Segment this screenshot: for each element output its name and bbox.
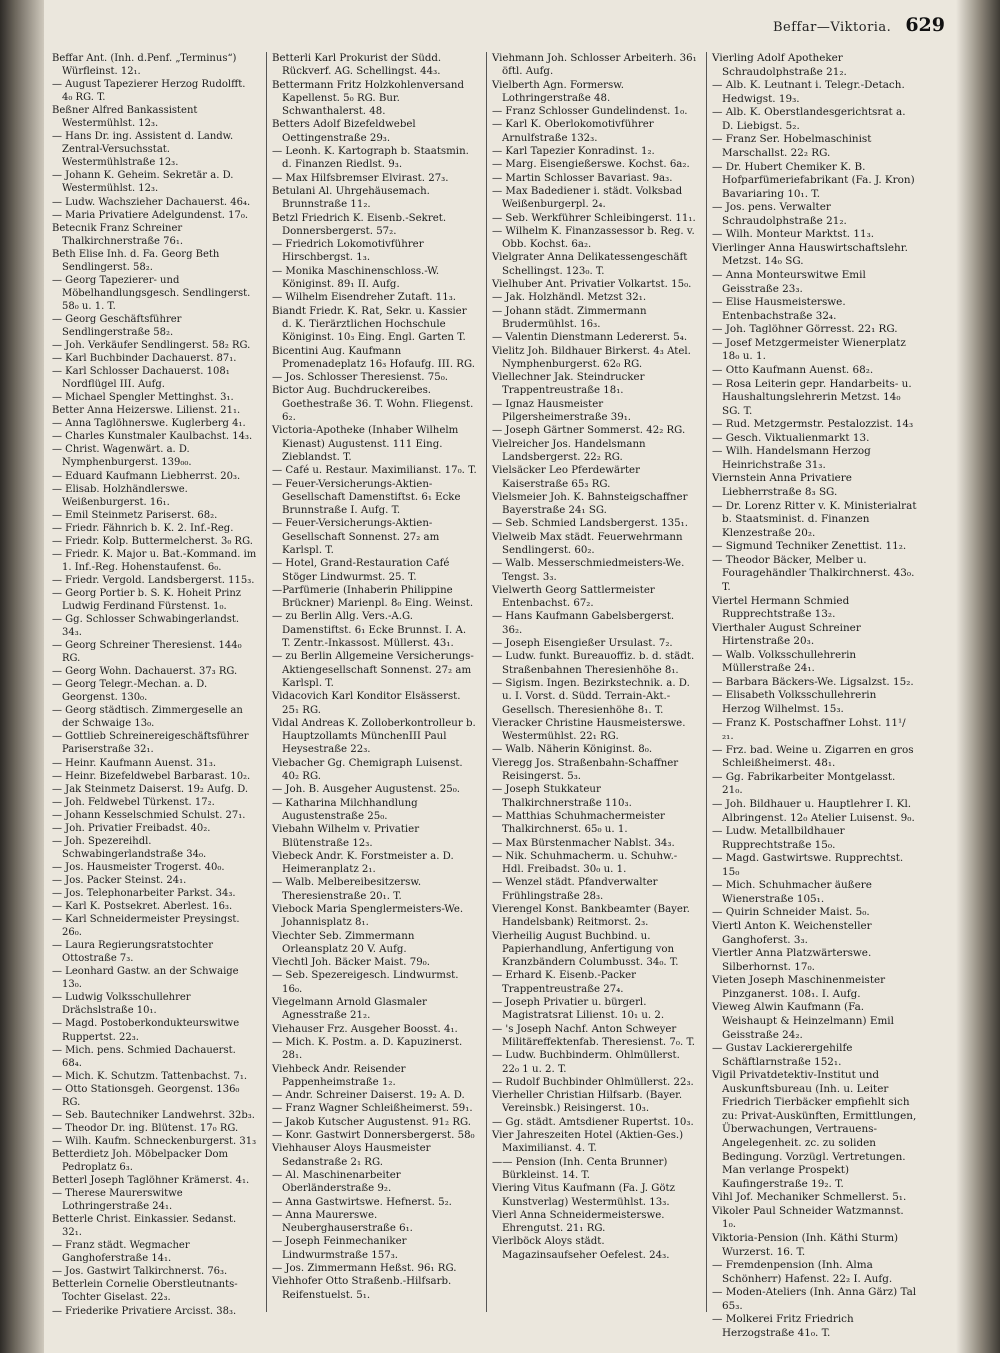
- directory-entry: — Joh. Privatier Freibadst. 40₂.: [52, 822, 211, 834]
- directory-entry: Bettermann Fritz Holzkohlenversand Kapellenst. 5₀ RG. Bur. Schwanthalerst. 48.: [272, 79, 464, 118]
- directory-entry: Vielreicher Jos. Handelsmann Landsbergerst. 22₂ RG.: [492, 438, 646, 463]
- directory-entry: — Al. Maschinenarbeiter Oberländerstraße 9₂.: [272, 1169, 401, 1195]
- directory-entry: Viering Vitus Kaufmann (Fa. J. Götz Kunstverlag) Westermühlst. 13₃.: [492, 1183, 675, 1208]
- directory-entry: — Seb. Schmied Landsbergerst. 135₁.: [492, 518, 688, 530]
- directory-entry: — Monika Maschinenschloss.-W. Königinst. 89₁ II. Aufg.: [272, 265, 440, 291]
- directory-entry: Vieregg Jos. Straßenbahn-Schaffner Reisingerst. 5₃.: [492, 757, 679, 783]
- directory-entry: Viehhofer Otto Straßenb.-Hilfsarb. Reifenstuelst. 5₁.: [272, 1276, 452, 1301]
- directory-entry: — Jak Steinmetz Daiserst. 19₂ Aufg. D.: [52, 783, 249, 795]
- directory-entry: Viebahn Wilhelm v. Privatier Blütenstraße 12₃.: [272, 824, 420, 849]
- directory-entry: — Dr. Lorenz Ritter v. K. Ministerialrat b. Staatsminist. d. Finanzen Klenzestraße 20₂.: [712, 499, 917, 539]
- directory-entry: Vierlinger Anna Hauswirtschaftslehr. Metzst. 14₀ SG.: [712, 241, 908, 268]
- directory-entry: Vihl Jof. Mechaniker Schmellerst. 5₁.: [712, 1191, 907, 1204]
- directory-entry: Better Anna Heizerswe. Lilienst. 21₁.: [52, 405, 241, 417]
- directory-entry: Vielwerth Georg Sattlermeister Entenbachst. 67₂.: [492, 584, 655, 610]
- directory-entry: — Christ. Wagenwärt. a. D. Nymphenburgerst. 139₀₀.: [52, 444, 192, 469]
- directory-entry: — Mich. K. Postm. a. D. Kapuzinerst. 28₁.: [272, 1036, 463, 1062]
- directory-column-1: [52, 52, 257, 1318]
- directory-entry: — Rud. Metzgermstr. Pestalozzist. 14₃: [712, 418, 914, 431]
- directory-entry: — Gg. Fabrikarbeiter Montgelasst. 21₀.: [712, 770, 896, 797]
- directory-entry: — Karl K. Postsekret. Aberlest. 16₃.: [52, 901, 233, 913]
- directory-entry: — Walb. Messerschmiedmeisters-We. Tengst. 3₃.: [492, 558, 685, 583]
- directory-entry: — Michael Spengler Mettinghst. 3₁.: [52, 392, 234, 404]
- directory-entry: — Sigism. Ingen. Bezirkstechnik. a. D. u. I. Vorst. d. Südd. Terrain-Akt.-Gesellsch. Theresienhöhe 8₁. T.: [492, 677, 690, 716]
- directory-entry: — Frz. bad. Weine u. Zigarren en gros Schleißheimerst. 48₁.: [712, 743, 914, 770]
- directory-entry: — Katharina Milchhandlung Augustenstraße 25₀.: [272, 797, 418, 822]
- directory-entry: — 's Joseph Nachf. Anton Schweyer Militäreffektenfab. Theresienst. 7₀. T.: [492, 1023, 695, 1048]
- directory-entry: Viebock Maria Spenglermeisters-We. Johannisplatz 8₁.: [272, 904, 464, 929]
- directory-entry: — Karl K. Oberlokomotivführer Arnulfstraße 132₃.: [492, 119, 654, 144]
- directory-column-4: [712, 52, 917, 1340]
- directory-entry: — Molkerei Fritz Friedrich Herzogstraße 41₀. T.: [712, 1313, 854, 1339]
- directory-entry: — Karl Tapezier Konradinst. 1₂.: [492, 146, 655, 158]
- directory-entry: — Leonh. K. Kartograph b. Staatsmin. d. Finanzen Riedlst. 9₃.: [272, 146, 469, 171]
- directory-entry: — Ludw. funkt. Bureauoffiz. b. d. städt. Straßenbahnen Theresienhöhe 8₁.: [492, 651, 695, 676]
- directory-entry: — Joseph Stukkateur Thalkirchnerstraße 110₃.: [492, 784, 632, 809]
- directory-entry: — Anna Taglöhnerswe. Kuglerberg 4₁.: [52, 418, 246, 430]
- directory-entry: — Friederike Privatiere Arcisst. 38₃.: [52, 1305, 237, 1317]
- directory-entry: — Joseph Privatier u. bürgerl. Magistratsrat Lilienst. 10₁ u. 2.: [492, 997, 665, 1022]
- directory-entry: — Jos. Hausmeister Trogerst. 40₀.: [52, 861, 225, 873]
- column-divider: [266, 52, 267, 1312]
- directory-entry: Vielsmeier Joh. K. Bahnsteigschaffner Bayerstraße 24₁ SG.: [492, 491, 688, 517]
- directory-entry: — Max Badediener i. städt. Volksbad Weißenburgerpl. 2₄.: [492, 185, 683, 211]
- directory-entry: — Feuer-Versicherungs-Aktien-Gesellschaft Sonnenst. 27₂ am Karlspl. T.: [272, 518, 440, 556]
- directory-entry: Viebacher Gg. Chemigraph Luisenst. 40₂ RG.: [272, 757, 463, 783]
- directory-entry: — Wilhelm Eisendreher Zutaft. 11₃.: [272, 292, 457, 304]
- directory-entry: — Eduard Kaufmann Liebherrst. 20₃.: [52, 470, 241, 482]
- directory-entry: — Moden-Ateliers (Inh. Anna Gärz) Tal 65₃.: [712, 1286, 917, 1312]
- directory-entry: — Friedr. Fähnrich b. K. 2. Inf.-Reg.: [52, 522, 234, 534]
- page-edge-right: [956, 0, 1000, 1353]
- directory-entry: — Jakob Kutscher Augustenst. 91₂ RG.: [272, 1116, 472, 1128]
- directory-entry: Vierl Anna Schneidermeisterswe. Ehrengutst. 21₁ RG.: [492, 1209, 665, 1235]
- directory-entry: Vikoler Paul Schneider Watzmannst. 1₀.: [712, 1204, 904, 1231]
- directory-entry: Vielsäcker Leo Pferdewärter Kaiserstraße 65₃ RG.: [492, 465, 640, 490]
- directory-entry: — Erhard K. Eisenb.-Packer Trappentreustraße 27₄.: [492, 970, 637, 995]
- directory-entry: — Joh. Taglöhner Görresst. 22₁ RG.: [712, 323, 898, 336]
- directory-entry: Vielweib Max städt. Feuerwehrmann Sendlingerst. 60₂.: [492, 531, 683, 556]
- directory-entry: — Friedr. Vergold. Landsbergerst. 115₃.: [52, 574, 255, 586]
- directory-entry: — Anna Maurerswe. Neuberghauserstraße 6₁.: [272, 1209, 413, 1235]
- directory-entry: Vierheilig August Buchbind. u. Papierhandlung, Anfertigung von Kranzbändern Columbusst. 34₀. T.: [492, 930, 679, 969]
- directory-entry: — Jos. pens. Verwalter Schraudolphstraße 21₂.: [712, 201, 847, 227]
- directory-entry: — Therese Maurerswitwe Lothringerstraße 24₁.: [52, 1188, 183, 1213]
- directory-entry: Beffar Ant. (Inh. d.Penf. „Terminus“) Würfleinst. 12₁.: [52, 53, 237, 78]
- directory-entry: Vierthaler August Schreiner Hirtenstraße 20₃.: [712, 621, 861, 648]
- directory-entry: — Martin Schlosser Bavariast. 9a₃.: [492, 172, 673, 184]
- directory-entry: Bicentini Aug. Kaufmann Promenadeplatz 16₃ Hofaufg. III. RG.: [272, 345, 475, 370]
- directory-entry: — Walb. Volksschullehrerin Müllerstraße 24₁.: [712, 648, 857, 675]
- directory-entry: Beth Elise Inh. d. Fa. Georg Beth Sendlingerst. 58₂.: [52, 248, 220, 273]
- directory-entry: — Fremdenpension (Inh. Alma Schönherr) Hafenst. 22₂ I. Aufg.: [712, 1259, 893, 1285]
- directory-entry: — Ludwig Volksschullehrer Drächslstraße 10₁.: [52, 992, 191, 1017]
- directory-entry: — Wilh. Kaufm. Schneckenburgerst. 31₃: [52, 1135, 257, 1147]
- directory-column-3: [492, 52, 697, 1262]
- directory-entry: Vierengel Konst. Bankbeamter (Bayer. Handelsbank) Reitmorst. 2₃.: [492, 904, 690, 929]
- directory-entry: Viertler Anna Platzwärterswe. Silberhornst. 17₀.: [712, 947, 872, 973]
- directory-entry: — Max Hilfsbremser Elvirast. 27₃.: [272, 172, 449, 184]
- directory-entry: Vielgrater Anna Delikatessengeschäft Schellingst. 123₀. T.: [492, 252, 688, 277]
- directory-entry: — Joh. Bildhauer u. Hauptlehrer I. Kl. Albringenst. 12₀ Atelier Luisenst. 9₀.: [712, 797, 915, 824]
- directory-entry: — Johann K. Geheim. Sekretär a. D. Westermühlst. 12₃.: [52, 170, 234, 195]
- directory-entry: Bictor Aug. Buchdruckereibes. Goethestraße 36. T. Wohn. Fliegenst. 6₂.: [272, 385, 474, 424]
- directory-entry: Viehauser Frz. Ausgeher Boosst. 4₁.: [272, 1023, 458, 1035]
- directory-entry: — Heinr. Bizefeldwebel Barbarast. 10₂.: [52, 770, 251, 782]
- directory-entry: —— Pension (Inh. Centa Brunner) Bürkleinst. 14. T.: [492, 1156, 668, 1181]
- directory-entry: — Mich. K. Schutzm. Tattenbachst. 7₁.: [52, 1070, 248, 1082]
- directory-entry: — Walb. Näherin Königinst. 8₀.: [492, 744, 653, 756]
- directory-entry: —Parfümerie (Inhaberin Philippine Brückner) Marienpl. 8₀ Eing. Weinst.: [272, 584, 474, 610]
- directory-entry: — Anna Monteurswitwe Emil Geisstraße 23₃.: [712, 269, 866, 295]
- directory-entry: — Wilh. Monteur Marktst. 11₃.: [712, 228, 875, 241]
- directory-entry: — Dr. Hubert Chemiker K. B. Hofparfümeriefabrikant (Fa. J. Kron) Bavariaring 10₁. T.: [712, 160, 915, 200]
- directory-entry: — Alb. K. Oberstlandesgerichtsrat a. D. Liebigst. 5₂.: [712, 106, 906, 132]
- directory-entry: — Marg. Eisengießerswe. Kochst. 6a₂.: [492, 159, 690, 171]
- directory-entry: — zu Berlin Allg. Vers.-A.G. Damenstiftst. 6₁ Ecke Brunnst. I. A. T. Zentr.-Inkassost. Müllerst. 43₁.: [272, 611, 467, 650]
- directory-entry: — Hans Dr. ing. Assistent d. Landw. Zentral-Versuchsstat. Westermühlstraße 12₃.: [52, 131, 234, 169]
- directory-entry: — Seb. Spezereigesch. Lindwurmst. 16₀.: [272, 970, 459, 995]
- directory-entry: — Hans Kaufmann Gabelsbergerst. 36₂.: [492, 611, 675, 636]
- directory-entry: Betterlein Cornelie Oberstleutnants-Tochter Giselast. 22₃.: [52, 1279, 238, 1304]
- directory-column-2: [272, 52, 477, 1302]
- directory-entry: — Wenzel städt. Pfandverwalter Frühlingstraße 28₃.: [492, 877, 658, 902]
- directory-entry: — Jak. Holzhändl. Metzst 32₁.: [492, 292, 647, 304]
- directory-entry: Beßner Alfred Bankassistent Westermühlst. 12₃.: [52, 105, 198, 130]
- directory-entry: — Elisabeth Volksschullehrerin Herzog Wilhelmst. 15₃.: [712, 689, 877, 715]
- directory-entry: — Karl Schlosser Dachauerst. 108₁ Nordflügel III. Aufg.: [52, 366, 230, 391]
- directory-entry: — Gottlieb Schreinereigeschäftsführer Pariserstraße 32₁.: [52, 731, 249, 756]
- page-header: [720, 14, 945, 40]
- page-number: 629: [905, 14, 945, 36]
- page-gutter-left: [0, 0, 44, 1353]
- directory-entry: — Josef Metzgermeister Wienerplatz 18₀ u. 1.: [712, 336, 906, 363]
- directory-entry: — Nik. Schuhmacherm. u. Schuhw.-Hdl. Freibadst. 30₀ u. 1.: [492, 850, 678, 876]
- directory-entry: — Georg städtisch. Zimmergeselle an der Schwaige 13₀.: [52, 705, 243, 730]
- directory-entry: Betterl Joseph Taglöhner Krämerst. 4₁.: [52, 1175, 250, 1187]
- directory-entry: — Alb. K. Leutnant i. Telegr.-Detach. Hedwigst. 19₃.: [712, 79, 905, 105]
- directory-entry: — Joh. Verkäufer Sendlingerst. 58₂ RG.: [52, 340, 251, 352]
- directory-entry: Viehbeck Andr. Reisender Pappenheimstraße 1₂.: [272, 1063, 406, 1088]
- directory-entry: Betters Adolf Bizefeldwebel Oettingenstraße 29₃.: [272, 119, 416, 144]
- directory-entry: Vieweg Alwin Kaufmann (Fa. Weishaupt & Heinzelmann) Emil Geisstraße 24₂.: [712, 1001, 894, 1041]
- directory-entry: — Ludw. Buchbinderm. Ohlmüllerst. 22₀ 1 u. 2. T.: [492, 1050, 680, 1075]
- directory-entry: — Joh. Feldwebel Türkenst. 17₂.: [52, 796, 215, 808]
- directory-entry: — Jos. Gastwirt Talkirchnerst. 76₃.: [52, 1266, 228, 1278]
- directory-entry: — Johann städt. Zimmermann Brudermühlst. 16₃.: [492, 305, 647, 330]
- directory-entry: — Quirin Schneider Maist. 5₀.: [712, 906, 870, 919]
- directory-entry: Viernstein Anna Privatiere Liebherrstraße 8₃ SG.: [712, 472, 852, 498]
- directory-entry: — Joh. Spezereihdl. Schwabingerlandstraße 34₀.: [52, 835, 207, 860]
- directory-entry: — Gg. Schlosser Schwabingerlandst. 34₃.: [52, 614, 240, 639]
- directory-entry: — Joseph Feinmechaniker Lindwurmstraße 157₃.: [272, 1236, 407, 1261]
- directory-entry: — Mich. Schuhmacher äußere Wienerstraße 105₁.: [712, 879, 872, 905]
- directory-entry: — Leonhard Gastw. an der Schwaige 13₀.: [52, 966, 239, 991]
- directory-entry: — Ludw. Wachszieher Dachauerst. 46₄.: [52, 196, 251, 208]
- directory-entry: — Sigmund Techniker Zenettist. 11₂.: [712, 540, 907, 553]
- directory-entry: Betterdietz Joh. Möbelpacker Dom Pedroplatz 6₃.: [52, 1148, 229, 1173]
- directory-entry: — Georg Schreiner Theresienst. 144₀ RG.: [52, 640, 242, 665]
- directory-entry: — Friedr. Kolp. Buttermelcherst. 3₀ RG.: [52, 535, 253, 547]
- directory-entry: — Franz K. Postschaffner Lohst. 11¹/₂₁.: [712, 716, 906, 743]
- directory-entry: — Barbara Bäckers-We. Ligsalzst. 15₂.: [712, 675, 914, 688]
- directory-entry: — Max Bürstenmacher Nablst. 34₃.: [492, 837, 675, 849]
- directory-entry: — Ignaz Hausmeister Pilgersheimerstraße 39₁.: [492, 398, 632, 424]
- directory-entry: Viehhauser Aloys Hausmeister Sedanstraße 2₁ RG.: [272, 1143, 431, 1168]
- directory-entry: Vidacovich Karl Konditor Elsässerst. 25₁ RG.: [272, 691, 461, 716]
- directory-entry: — Wilhelm K. Finanzassessor b. Reg. v. Obb. Kochst. 6a₂.: [492, 225, 695, 251]
- directory-entry: — Anna Gastwirtswe. Hefnerst. 5₂.: [272, 1196, 452, 1208]
- directory-entry: — Gg. städt. Amtsdiener Rupertst. 10₃.: [492, 1116, 694, 1128]
- directory-entry: Vieten Joseph Maschinenmeister Pinzganerst. 108₁. I. Aufg.: [712, 974, 886, 1000]
- directory-entry: Victoria-Apotheke (Inhaber Wilhelm Kienast) Augustenst. 111 Eing. Zieblandst. T.: [272, 425, 459, 463]
- directory-entry: Vierheller Christian Hilfsarb. (Bayer. Vereinsbk.) Reisingerst. 10₃.: [492, 1090, 683, 1115]
- directory-entry: — Georg Tapezierer- und Möbelhandlungsgesch. Sendlingerst. 58₀ u. 1. T.: [52, 274, 251, 312]
- directory-entry: Vigil Privatdetektiv-Institut und Auskunftsbureau (Inh. u. Leiter Friedrich Tierbäcker empfiehlt sich zu: Privat-Auskünften, Ermittlungen, Überwachungen, Vertrauens-Angelegenheit. zc. zu soliden Bedingung. Vorzügl. Vertretungen. Man verlange Prospekt) Kaufingerstraße 19₂. T.: [712, 1069, 917, 1190]
- directory-entry: Vier Jahreszeiten Hotel (Aktien-Ges.) Maximilianst. 4. T.: [492, 1130, 684, 1155]
- directory-entry: — Ludw. Metallbildhauer Rupprechtstraße 15₀.: [712, 825, 845, 851]
- directory-entry: — Rudolf Buchbinder Ohlmüllerst. 22₃.: [492, 1076, 694, 1088]
- directory-entry: — Joh. B. Ausgeher Augustenst. 25₀.: [272, 784, 461, 796]
- directory-entry: — Magd. Gastwirtswe. Rupprechtst. 15₀: [712, 852, 904, 878]
- directory-entry: — Jos. Telephonarbeiter Parkst. 34₃.: [52, 888, 236, 899]
- directory-entry: Viebeck Andr. K. Forstmeister a. D. Heimeranplatz 2₁.: [272, 850, 454, 876]
- directory-entry: — Rosa Leiterin gepr. Handarbeits- u. Haushaltungslehrerin Metzst. 14₀ SG. T.: [712, 377, 912, 417]
- directory-entry: Vielberth Agn. Formersw. Lothringerstraße 48.: [492, 79, 625, 104]
- directory-entry: Viktoria-Pension (Inh. Käthi Sturm) Wurzerst. 16. T.: [712, 1231, 899, 1258]
- directory-entry: — Johann Kesselschmied Schulst. 27₁.: [52, 809, 246, 821]
- directory-entry: — Theodor Bäcker, Melber u. Fouragehändler Thalkirchnerst. 43₀. T.: [712, 553, 915, 593]
- directory-entry: — Karl Schneidermeister Preysingst. 26₀.: [52, 914, 240, 939]
- directory-entry: — Seb. Bautechniker Landwehrst. 32b₃.: [52, 1109, 255, 1121]
- directory-entry: — Georg Geschäftsführer Sendlingerstraße 58₂.: [52, 313, 182, 338]
- directory-entry: — August Tapezierer Herzog Rudolfft. 4₀ RG. T.: [52, 79, 246, 104]
- directory-entry: Viellechner Jak. Steindrucker Trappentreustraße 18₁.: [492, 372, 645, 397]
- directory-entry: Viertl Anton K. Weichensteller Ganghoferst. 3₃.: [712, 920, 872, 946]
- running-title: Beffar—Viktoria.: [772, 20, 892, 35]
- directory-entry: Betterle Christ. Einkassier. Sedanst. 32₁.: [52, 1214, 237, 1239]
- directory-entry: — Wilh. Handelsmann Herzog Heinrichstraße 31₃.: [712, 445, 871, 471]
- directory-entry: — Georg Telegr.-Mechan. a. D. Georgenst. 130₀.: [52, 679, 208, 704]
- column-divider: [486, 52, 487, 1312]
- directory-entry: — Jos. Schlosser Theresienst. 75₀.: [272, 372, 449, 384]
- directory-entry: — Magd. Postoberkondukteurswitwe Ruppertst. 22₃.: [52, 1018, 240, 1043]
- directory-entry: — Joseph Gärtner Sommerst. 42₂ RG.: [492, 425, 686, 437]
- directory-entry: Betulani Al. Uhrgehäusemach. Brunnstraße 11₂.: [272, 185, 430, 211]
- directory-entry: — Jos. Packer Steinst. 24₁.: [52, 874, 187, 886]
- directory-entry: — Franz städt. Wegmacher Ganghoferstraße 14₁.: [52, 1240, 190, 1265]
- directory-entry: — Mich. pens. Schmied Dachauerst. 68₄.: [52, 1044, 236, 1069]
- directory-entry: Vieracker Christine Hausmeisterswe. Westermühlst. 22₁ RG.: [492, 717, 686, 743]
- directory-entry: — Franz Schlosser Gundelindenst. 1₀.: [492, 106, 688, 118]
- directory-entry: — Andr. Schreiner Daiserst. 19₂ A. D.: [272, 1090, 465, 1102]
- directory-entry: — Emil Steinmetz Pariserst. 68₂.: [52, 509, 218, 521]
- directory-entry: Viehmann Joh. Schlosser Arbeiterh. 36₁ öftl. Aufg.: [492, 53, 697, 78]
- directory-entry: — Georg Wohn. Dachauerst. 37₃ RG.: [52, 666, 238, 678]
- directory-entry: Biandt Friedr. K. Rat, Sekr. u. Kassier d. K. Tierärztlichen Hochschule Königinst. 10₃ Eing. Engl. Garten T.: [272, 305, 467, 344]
- directory-entry: — Feuer-Versicherungs-Aktien-Gesellschaft Damenstiftst. 6₁ Ecke Brunnstraße I. Aufg. T.: [272, 478, 461, 517]
- directory-entry: — Charles Kunstmaler Kaulbachst. 14₃.: [52, 431, 253, 443]
- directory-entry: Viechtl Joh. Bäcker Maist. 79₀.: [272, 957, 431, 969]
- directory-entry: — zu Berlin Allgemeine Versicherungs-Aktiengesellschaft Sonnenst. 27₂ am Karlspl. T.: [272, 651, 474, 689]
- directory-entry: Betecnik Franz Schreiner Thalkirchnerstraße 76₁.: [52, 222, 184, 247]
- directory-entry: — Gesch. Viktualienmarkt 13.: [712, 431, 870, 444]
- directory-entry: — Elisab. Holzhändlerswe. Weißenburgerst. 16₁.: [52, 483, 188, 508]
- directory-entry: — Gustav Lackierergehilfe Schäftlarnstraße 152₁.: [712, 1042, 853, 1068]
- directory-entry: — Karl Buchbinder Dachauerst. 87₁.: [52, 353, 237, 365]
- directory-entry: — Hotel, Grand-Restauration Café Stöger Lindwurmst. 25. T.: [272, 558, 450, 583]
- directory-entry: — Valentin Dienstmann Ledererst. 5₄.: [492, 332, 688, 344]
- directory-entry: — Franz Wagner Schleißheimerst. 59₁.: [272, 1103, 473, 1115]
- directory-entry: Betzl Friedrich K. Eisenb.-Sekret. Donnersbergerst. 57₂.: [272, 212, 447, 237]
- directory-entry: — Matthias Schuhmachermeister Thalkirchnerst. 65₀ u. 1.: [492, 810, 665, 836]
- directory-entry: — Otto Stationsgeh. Georgenst. 136₀ RG.: [52, 1083, 240, 1108]
- directory-entry: — Jos. Zimmermann Heßst. 96₁ RG.: [272, 1263, 457, 1275]
- directory-entry: — Joseph Eisengießer Ursulast. 7₂.: [492, 638, 673, 650]
- directory-entry: Betterli Karl Prokurist der Südd. Rückverf. AG. Schellingst. 44₃.: [272, 53, 442, 78]
- directory-entry: — Franz Ser. Hobelmaschinist Marschallst. 22₂ RG.: [712, 133, 872, 159]
- directory-entry: — Café u. Restaur. Maximilianst. 17₀. T.: [272, 465, 477, 477]
- directory-entry: Viegelmann Arnold Glasmaler Agnesstraße 21₂.: [272, 997, 427, 1022]
- directory-entry: — Georg Portier b. S. K. Hoheit Prinz Ludwig Ferdinand Fürstenst. 1₀.: [52, 587, 242, 612]
- directory-entry: — Elise Hausmeisterswe. Entenbachstraße 32₄.: [712, 296, 846, 322]
- directory-entry: — Otto Kaufmann Auenst. 68₂.: [712, 363, 874, 376]
- directory-entry: Vierlböck Aloys städt. Magazinsaufseher Oefelest. 24₃.: [492, 1236, 670, 1261]
- directory-entry: Vidal Andreas K. Zolloberkontrolleur b. Hauptzollamts MünchenIII Paul Heysestraße 22₃.: [272, 717, 476, 756]
- directory-entry: — Laura Regierungsratstochter Ottostraße 7₃.: [52, 940, 213, 965]
- directory-entry: Viechter Seb. Zimmermann Orleansplatz 20 V. Aufg.: [272, 930, 415, 955]
- column-divider: [706, 52, 707, 1312]
- directory-entry: Viertel Hermann Schmied Rupprechtstraße 13₂.: [712, 594, 850, 621]
- directory-entry: Vierling Adolf Apotheker Schraudolphstraße 21₂.: [712, 52, 847, 78]
- directory-entry: Vielitz Joh. Bildhauer Birkerst. 4₃ Atel. Nymphenburgerst. 62₀ RG.: [492, 345, 691, 370]
- directory-entry: — Konr. Gastwirt Donnersbergerst. 58₀: [272, 1130, 475, 1142]
- directory-entry: — Theodor Dr. ing. Blütenst. 17₀ RG.: [52, 1122, 239, 1134]
- directory-entry: — Friedrich Lokomotivführer Hirschbergst. 1₃.: [272, 239, 424, 264]
- directory-entry: — Maria Privatiere Adelgundenst. 17₀.: [52, 209, 249, 221]
- directory-entry: Vielhuber Ant. Privatier Volkartst. 15₀.: [492, 279, 692, 291]
- directory-entry: — Friedr. K. Major u. Bat.-Kommand. im 1. Inf.-Reg. Hohenstaufenst. 6₀.: [52, 548, 257, 573]
- directory-entry: — Walb. Melbereibesitzersw. Theresienstraße 20₁. T.: [272, 877, 422, 902]
- directory-entry: — Seb. Werkführer Schleibingerst. 11₁.: [492, 212, 696, 224]
- directory-entry: — Heinr. Kaufmann Auenst. 31₃.: [52, 757, 217, 769]
